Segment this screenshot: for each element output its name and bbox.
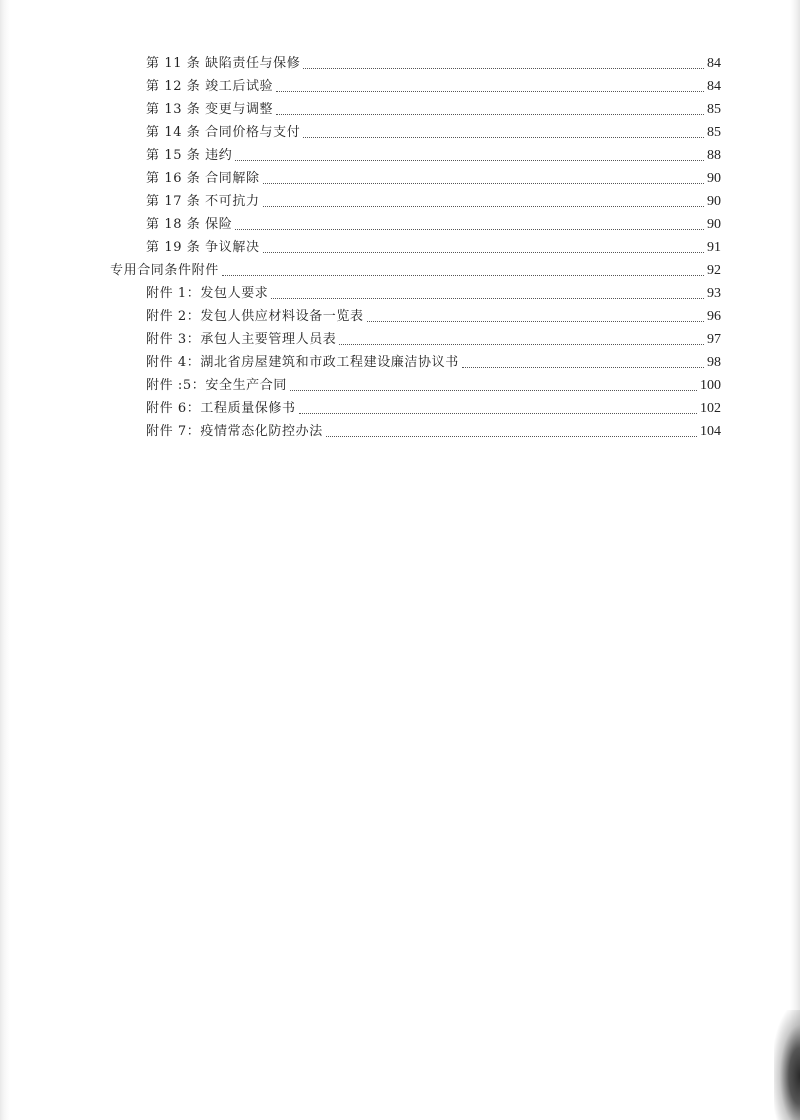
toc-entry	[110, 259, 721, 279]
toc-entry-page: 90	[707, 217, 721, 232]
dot-leader	[276, 114, 704, 115]
toc-entry-page: 84	[707, 56, 721, 71]
toc-entry-label: 第 15 条 违约	[146, 148, 233, 163]
toc-entry-page: 88	[707, 148, 721, 163]
toc-entry-page: 104	[700, 424, 721, 439]
toc-entry	[146, 374, 721, 394]
toc-entry-label: 第 14 条 合同价格与支付	[146, 125, 301, 140]
dot-leader	[235, 160, 704, 161]
toc-entry	[146, 52, 721, 72]
toc-entry	[146, 236, 721, 256]
toc-entry	[146, 305, 721, 325]
toc-entry-label: 第 12 条 竣工后试验	[146, 79, 274, 94]
toc-entry-page: 90	[707, 171, 721, 186]
toc-entry-label: 第 17 条 不可抗力	[146, 194, 260, 209]
toc-entry-label: 附件 :5：安全生产合同	[146, 378, 287, 393]
dot-leader	[263, 252, 704, 253]
dot-leader	[299, 413, 697, 414]
toc-entry	[146, 121, 721, 141]
toc-entry	[146, 190, 721, 210]
toc-entry-page: 98	[707, 355, 721, 370]
toc-entry	[146, 98, 721, 118]
toc-entry-page: 84	[707, 79, 721, 94]
dot-leader	[326, 436, 697, 437]
scan-edge-shadow	[774, 1010, 800, 1120]
toc-entry-page: 90	[707, 194, 721, 209]
dot-leader	[235, 229, 704, 230]
toc-entry	[146, 213, 721, 233]
toc-entry-page: 97	[707, 332, 721, 347]
toc-entry	[146, 397, 721, 417]
dot-leader	[271, 298, 704, 299]
toc-entry	[146, 144, 721, 164]
toc-entry-label: 专用合同条件附件	[110, 263, 219, 278]
toc-entry	[146, 75, 721, 95]
toc-entry-page: 93	[707, 286, 721, 301]
dot-leader	[303, 68, 704, 69]
toc-entry-label: 第 19 条 争议解决	[146, 240, 260, 255]
toc-entry-page: 96	[707, 309, 721, 324]
toc-entry-label: 附件 7：疫情常态化防控办法	[146, 424, 323, 439]
dot-leader	[290, 390, 697, 391]
toc-entry	[146, 351, 721, 371]
dot-leader	[263, 206, 704, 207]
toc-entry-label: 第 16 条 合同解除	[146, 171, 260, 186]
toc-entry-label: 附件 6：工程质量保修书	[146, 401, 296, 416]
toc-entry-page: 91	[707, 240, 721, 255]
dot-leader	[367, 321, 704, 322]
toc-entry-label: 附件 4：湖北省房屋建筑和市政工程建设廉洁协议书	[146, 355, 459, 370]
toc-entry	[146, 328, 721, 348]
dot-leader	[303, 137, 704, 138]
dot-leader	[263, 183, 704, 184]
toc-entry-label: 附件 2：发包人供应材料设备一览表	[146, 309, 364, 324]
toc-entry-page: 85	[707, 102, 721, 117]
toc-entry-page: 100	[700, 378, 721, 393]
toc-entry-label: 第 11 条 缺陷责任与保修	[146, 56, 301, 71]
dot-leader	[276, 91, 704, 92]
toc-entry-label: 第 18 条 保险	[146, 217, 233, 232]
dot-leader	[462, 367, 704, 368]
toc-entry-label: 第 13 条 变更与调整	[146, 102, 274, 117]
toc-entry	[146, 167, 721, 187]
toc-entry-label: 附件 3：承包人主要管理人员表	[146, 332, 337, 347]
dot-leader	[222, 275, 704, 276]
toc-entry-page: 102	[700, 401, 721, 416]
dot-leader	[339, 344, 704, 345]
toc-entry	[146, 282, 721, 302]
toc-entry-label: 附件 1：发包人要求	[146, 286, 269, 301]
toc-entry-page: 85	[707, 125, 721, 140]
toc-entry	[146, 420, 721, 440]
toc-entry-page: 92	[707, 263, 721, 278]
